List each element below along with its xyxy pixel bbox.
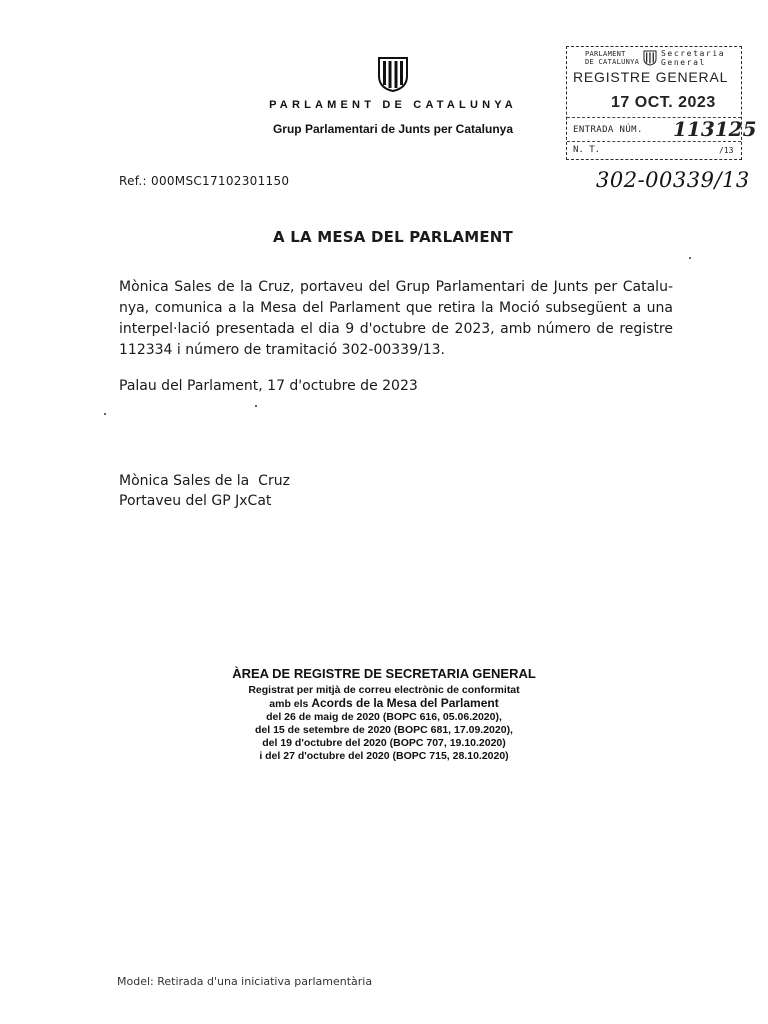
- organization-name: PARLAMENT DE CATALUNYA: [269, 99, 517, 111]
- stamp-divider: [567, 141, 741, 142]
- stamp-nt-suffix: /13: [719, 146, 734, 155]
- registry-stamp: [566, 46, 757, 160]
- registry-line: Registrat per mitjà de correu electrònic de conformitat: [248, 684, 520, 696]
- signatory-name: Mònica Sales de la Cruz: [119, 473, 290, 489]
- reference-number: Ref.: 000MSC17102301150: [119, 174, 290, 188]
- handwritten-processing-number: 302-00339/13: [596, 168, 750, 192]
- body-line: Mònica Sales de la Cruz, portaveu del Grup Parlamentari de Junts per Catalu-: [119, 279, 673, 295]
- body-line: nya, comunica a la Mesa del Parlament que retira la Moció subsegüent a una: [119, 300, 673, 316]
- stamp-organization: PARLAMENT DE CATALUNYA: [585, 50, 640, 66]
- stamp-crest-icon: [643, 50, 657, 66]
- stamp-entry-number: 113125: [673, 117, 757, 141]
- parliamentary-group: Grup Parlamentari de Junts per Catalunya: [272, 122, 514, 136]
- registry-line: del 19 d'octubre del 2020 (BOPC 707, 19.10.2020): [262, 737, 506, 749]
- footer-model: Model: Retirada d'una iniciativa parlamentària: [117, 975, 373, 988]
- stamp-department: Secretaria General: [661, 49, 726, 67]
- registry-agreements-link-text: Acords de la Mesa del Parlament: [311, 696, 499, 710]
- body-paragraph: [119, 277, 673, 361]
- registry-line: del 26 de maig de 2020 (BOPC 616, 05.06.2020),: [266, 711, 502, 723]
- document-heading: A LA MESA DEL PARLAMENT: [272, 228, 513, 246]
- body-line: interpel·lació presentada el dia 9 d'octubre de 2023, amb número de registre: [119, 321, 673, 337]
- signature-block: [119, 471, 290, 511]
- catalonia-crest-icon: [376, 56, 410, 92]
- stamp-nt-label: N. T.: [573, 145, 601, 155]
- registry-title: ÀREA DE REGISTRE DE SECRETARIA GENERAL: [232, 666, 536, 681]
- place-and-date: Palau del Parlament, 17 d'octubre de 2023: [119, 378, 418, 394]
- signatory-role: Portaveu del GP JxCat: [119, 493, 272, 509]
- registry-notice: [164, 666, 604, 763]
- registry-line: amb els Acords de la Mesa del Parlament: [269, 696, 499, 710]
- stamp-date: 17 OCT. 2023: [611, 94, 716, 111]
- stamp-entry-label: ENTRADA NÚM.: [573, 125, 643, 135]
- scan-speck: [104, 413, 106, 415]
- stamp-registry-label: REGISTRE GENERAL: [573, 69, 729, 85]
- scan-speck: [689, 257, 691, 259]
- body-line: 112334 i número de tramitació 302-00339/13.: [119, 342, 445, 358]
- registry-line: i del 27 d'octubre del 2020 (BOPC 715, 28.10.2020): [259, 750, 509, 762]
- scan-speck: [255, 405, 257, 407]
- registry-line: del 15 de setembre de 2020 (BOPC 681, 17.09.2020),: [255, 724, 513, 736]
